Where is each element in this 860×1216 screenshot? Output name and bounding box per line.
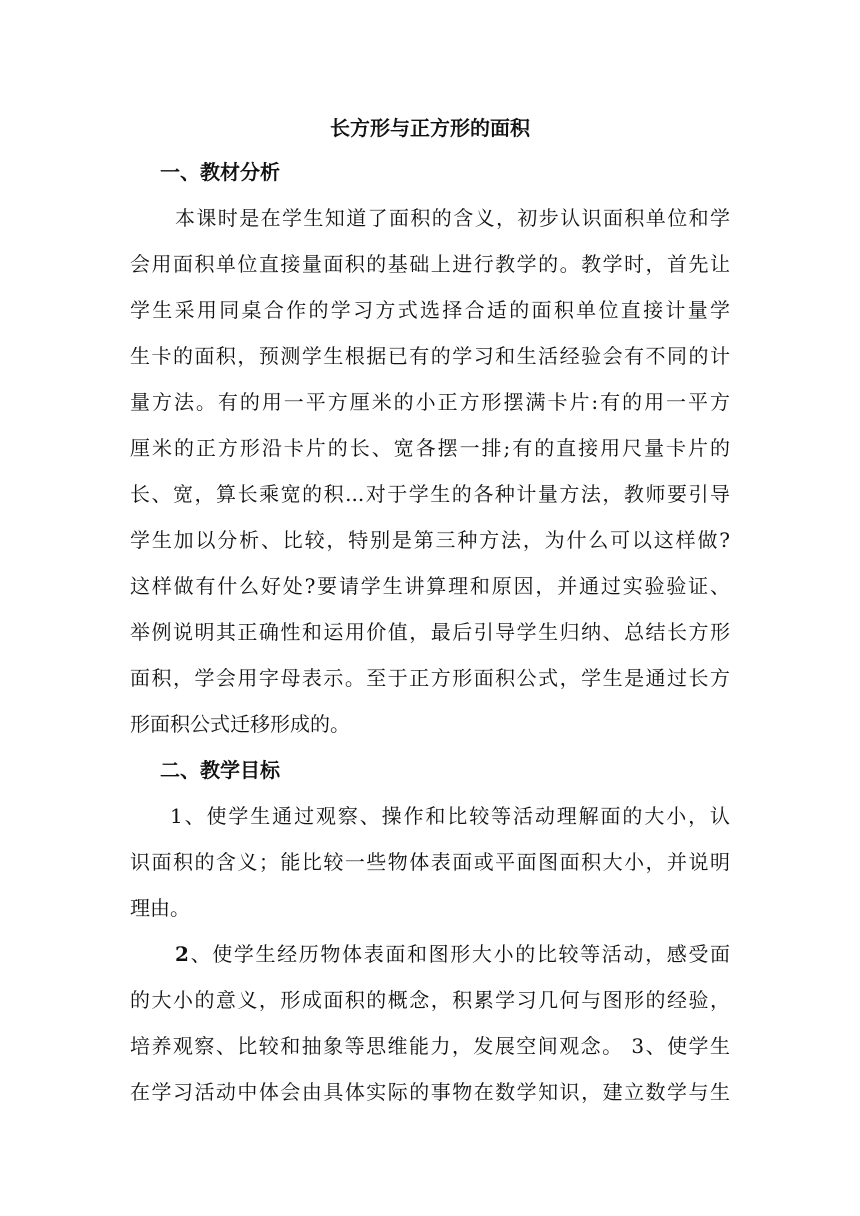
paragraph-line: 这样做有什么好处?要请学生讲算理和原因，并通过实验验证、 (130, 574, 730, 598)
objective-number: 2 (175, 942, 189, 966)
objective-line: 1、使学生通过观察、操作和比较等活动理解面的大小，认 (170, 804, 730, 828)
paragraph-line: 会用面积单位直接量面积的基础上进行教学的。教学时，首先让 (130, 252, 730, 276)
objective-line: 识面积的含义；能比较一些物体表面或平面图面积大小，并说明 (130, 850, 730, 874)
objective-line: 的大小的意义，形成面积的概念，积累学习几何与图形的经验， (130, 988, 730, 1012)
objective-line: 在学习活动中体会由具体实际的事物在数学知识，建立数学与生 (130, 1080, 730, 1104)
objective-text: 、使学生经历物体表面和图形大小的比较等活动，感受面 (188, 942, 730, 966)
objective-line: 理由。 (130, 896, 190, 920)
section-heading-objectives: 二、教学目标 (160, 758, 280, 782)
paragraph-line: 量方法。有的用一平方厘米的小正方形摆满卡片:有的用一平方 (130, 390, 730, 414)
objective-line (175, 940, 730, 968)
paragraph-line: 长、宽，算长乘宽的积...对于学生的各种计量方法，教师要引导 (130, 482, 730, 506)
document-title: 长方形与正方形的面积 (330, 116, 530, 140)
objective-line: 培养观察、比较和抽象等思维能力，发展空间观念。 3、使学生 (130, 1034, 730, 1058)
paragraph-line: 学生采用同桌合作的学习方式选择合适的面积单位直接计量学 (130, 298, 730, 322)
paragraph-line: 厘米的正方形沿卡片的长、宽各摆一排;有的直接用尺量卡片的 (130, 436, 730, 460)
paragraph-line: 本课时是在学生知道了面积的含义，初步认识面积单位和学 (175, 206, 730, 230)
section-heading-analysis: 一、教材分析 (160, 160, 280, 184)
paragraph-line: 学生加以分析、比较，特别是第三种方法，为什么可以这样做? (130, 528, 730, 552)
paragraph-line: 面积，学会用字母表示。至于正方形面积公式，学生是通过长方 (130, 666, 730, 690)
paragraph-line: 举例说明其正确性和运用价值，最后引导学生归纳、总结长方形 (130, 620, 730, 644)
paragraph-line: 生卡的面积，预测学生根据已有的学习和生活经验会有不同的计 (130, 344, 730, 368)
paragraph-line: 形面积公式迁移形成的。 (130, 712, 350, 736)
